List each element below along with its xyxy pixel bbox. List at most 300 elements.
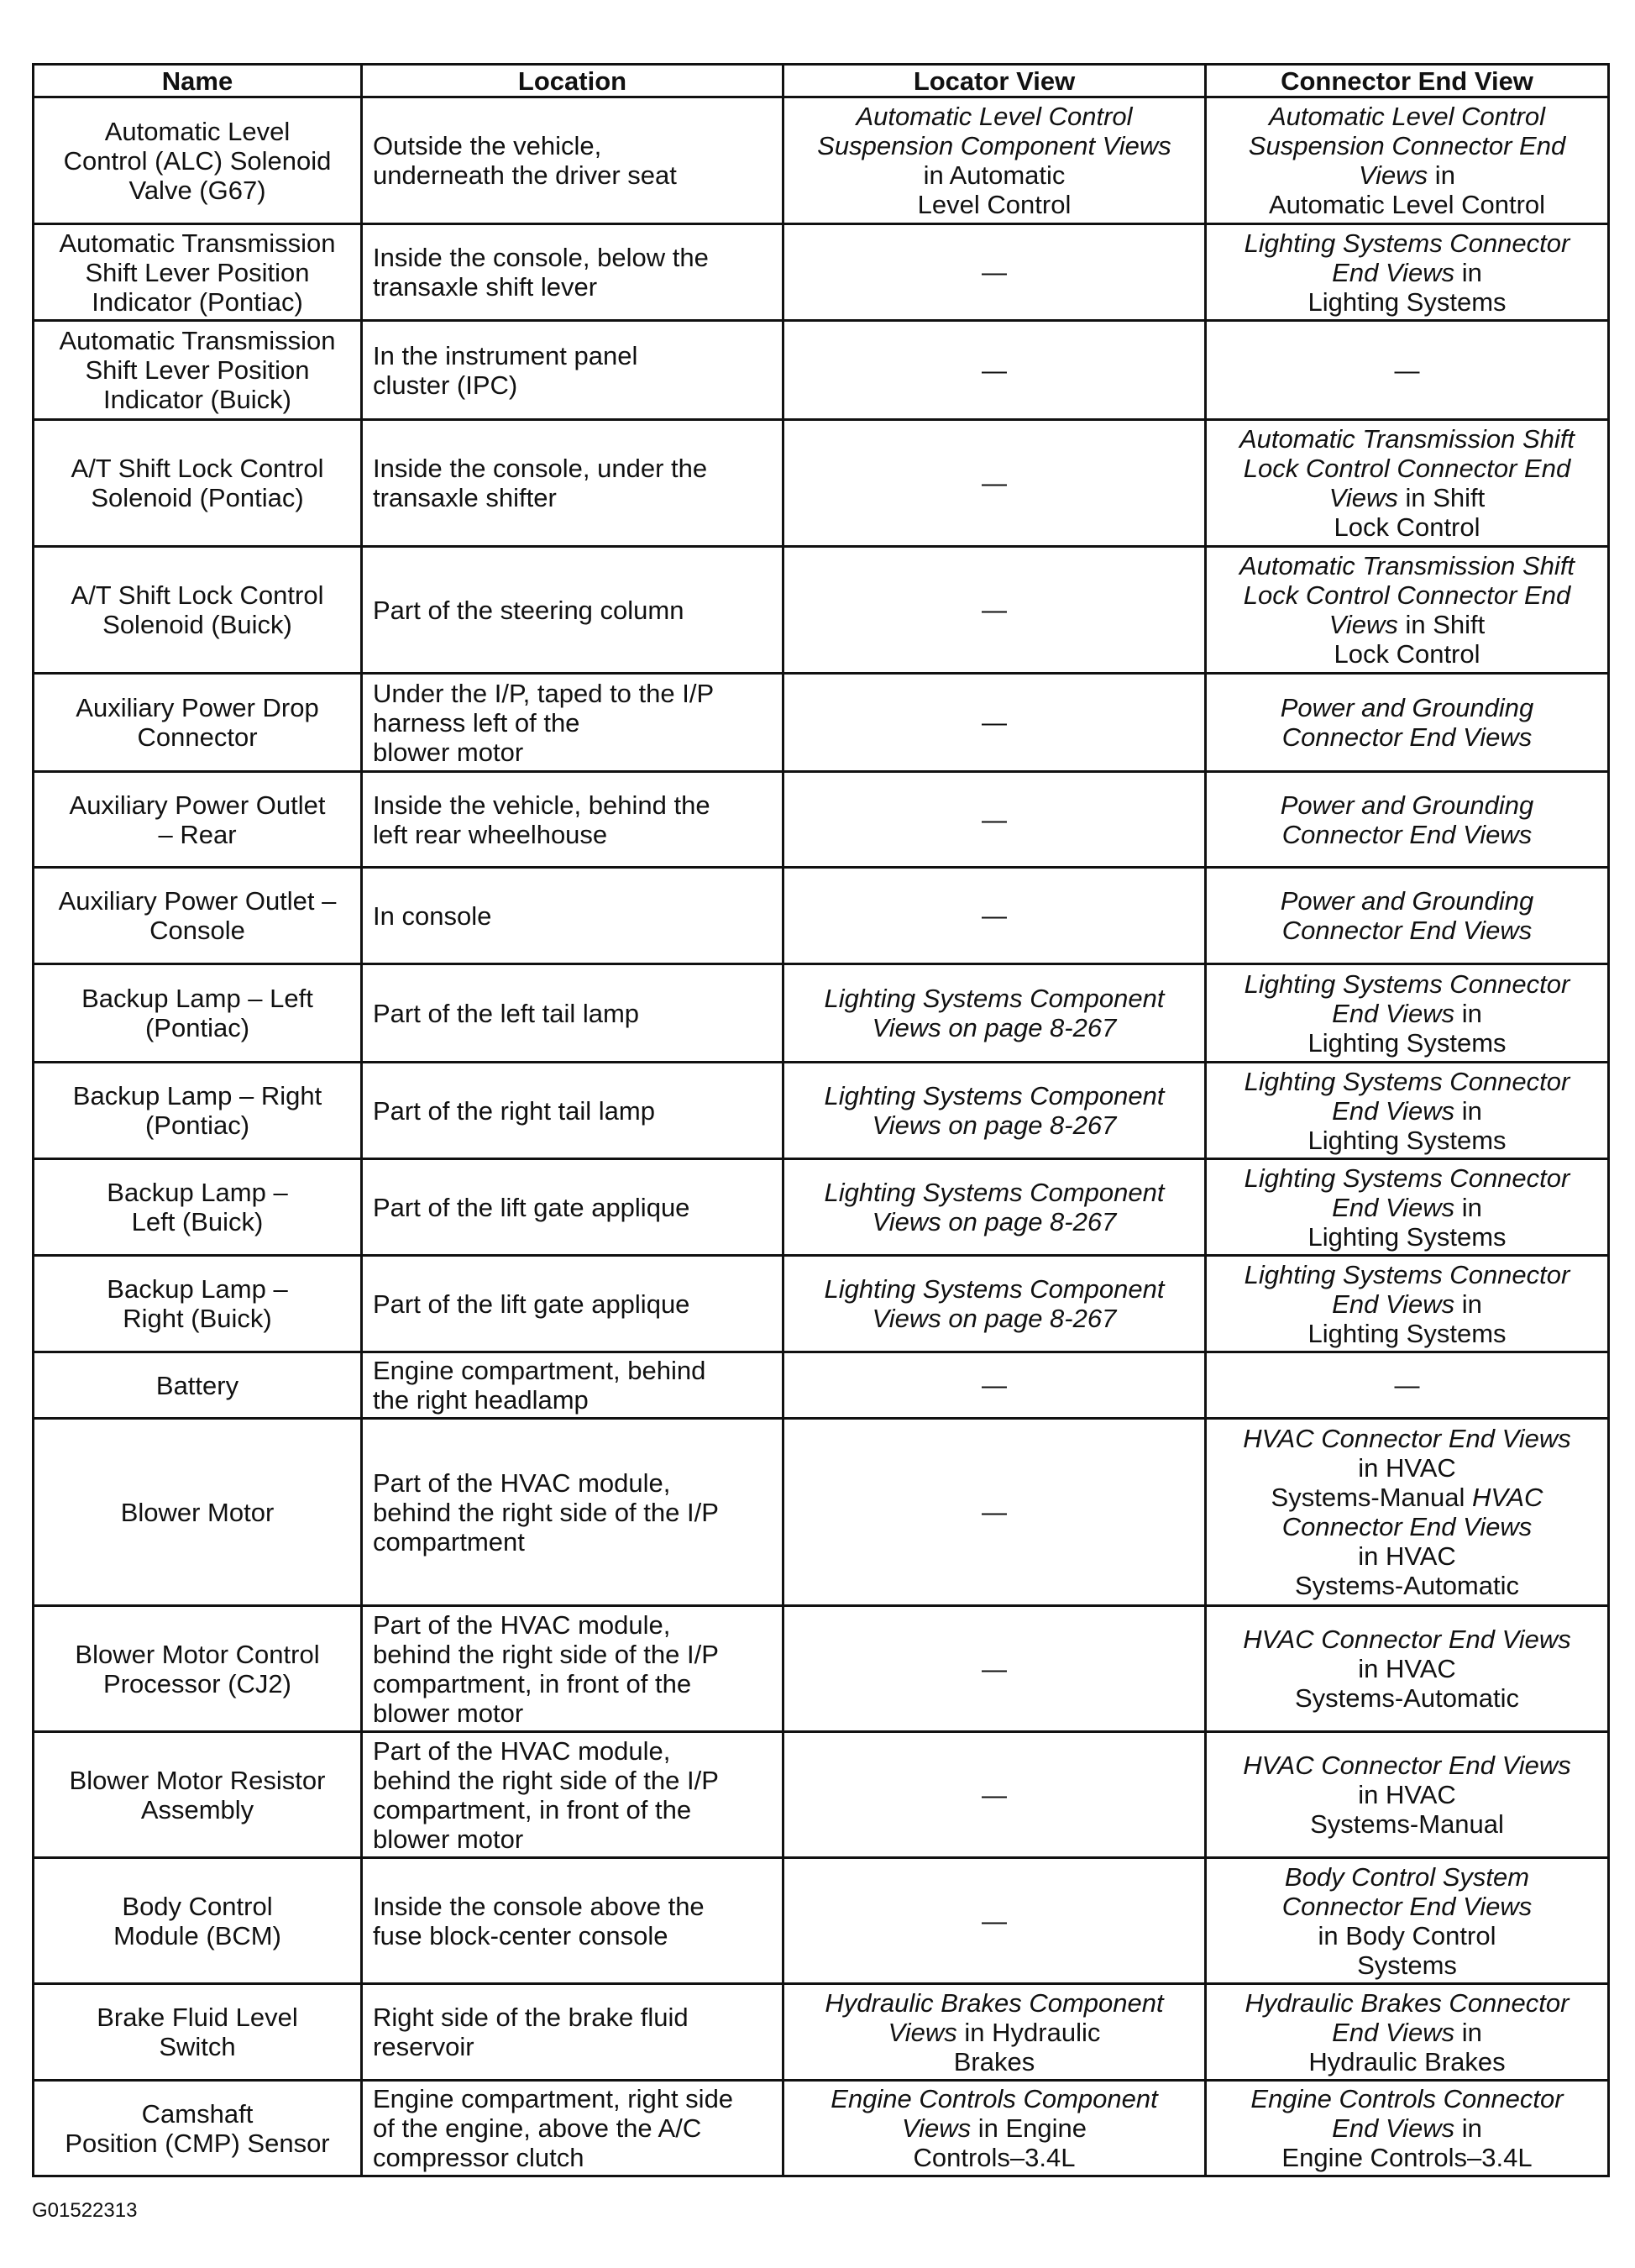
- cell-name: [34, 547, 362, 674]
- cell-location-line: transaxle shifter: [373, 483, 557, 512]
- text-segment: in Engine: [971, 2113, 1087, 2143]
- cell-name: [34, 420, 362, 547]
- cell-connector-end-view-line: [1217, 1988, 1597, 2018]
- text-segment: End Views: [1332, 1192, 1455, 1222]
- cell-location-line: underneath the driver seat: [373, 160, 677, 190]
- cell-connector-end-view-line: [1217, 580, 1597, 610]
- cell-location: [362, 1419, 783, 1606]
- cell-name-line: Assembly: [140, 1794, 254, 1824]
- cell-location: [362, 547, 783, 674]
- text-segment: Lighting Systems Connector: [1244, 1259, 1570, 1289]
- text-segment: Systems-Manual: [1271, 1483, 1473, 1512]
- text-segment: in: [1454, 1289, 1482, 1319]
- cell-location-line: reservoir: [373, 2032, 474, 2061]
- cell-locator-view-line: [794, 2018, 1194, 2047]
- text-segment: in Shift: [1397, 483, 1486, 512]
- table-row: [34, 420, 1609, 547]
- cell-location: [362, 674, 783, 772]
- cell-locator-view-line: [794, 805, 1194, 835]
- cell-locator-view-line: [794, 131, 1194, 160]
- cell-name: [34, 1419, 362, 1606]
- cell-connector-end-view: [1206, 321, 1609, 420]
- cell-name-line: Automatic Transmission: [59, 326, 336, 355]
- cell-locator-view: [783, 420, 1206, 547]
- cell-locator-view: [783, 2081, 1206, 2176]
- cell-locator-view: [783, 321, 1206, 420]
- cell-location: [362, 1732, 783, 1858]
- text-segment: Views on page 8-267: [872, 1110, 1117, 1140]
- cell-connector-end-view-line: [1217, 969, 1597, 999]
- text-segment: Engine Controls Component: [831, 2084, 1158, 2113]
- cell-connector-end-view-line: [1217, 1222, 1597, 1252]
- cell-connector-end-view-line: [1217, 131, 1597, 160]
- cell-connector-end-view-line: [1217, 1625, 1597, 1654]
- cell-connector-end-view-line: [1217, 1921, 1597, 1950]
- cell-connector-end-view-line: [1217, 1571, 1597, 1600]
- empty-dash: —: [982, 902, 1007, 930]
- cell-name: [34, 1606, 362, 1732]
- cell-location: [362, 964, 783, 1063]
- cell-name-line: Battery: [155, 1370, 239, 1400]
- cell-connector-end-view-line: [1217, 1453, 1597, 1483]
- text-segment: Engine Controls Connector: [1250, 2084, 1564, 2113]
- cell-name-line: Blower Motor Control: [75, 1639, 320, 1669]
- cell-connector-end-view-line: [1217, 424, 1597, 454]
- table-row: [34, 97, 1609, 224]
- text-segment: in HVAC: [1358, 1541, 1456, 1571]
- cell-connector-end-view-line: [1217, 160, 1597, 190]
- table-row: [34, 1606, 1609, 1732]
- cell-connector-end-view-line: [1217, 1950, 1597, 1980]
- cell-name-line: Blower Motor: [120, 1497, 275, 1527]
- cell-locator-view-line: [794, 1906, 1194, 1936]
- cell-connector-end-view: [1206, 1606, 1609, 1732]
- cell-connector-end-view-line: [1217, 1193, 1597, 1222]
- text-segment: in: [1428, 160, 1455, 190]
- cell-name-line: Processor (CJ2): [103, 1668, 291, 1698]
- text-segment: Lighting Systems Connector: [1244, 1163, 1570, 1193]
- cell-locator-view-line: [794, 2143, 1194, 2172]
- text-segment: Lock Control: [1334, 639, 1480, 669]
- empty-dash: —: [982, 1781, 1007, 1809]
- cell-location-line: Part of the HVAC module,: [373, 1609, 671, 1640]
- cell-name-line: Indicator (Buick): [103, 385, 291, 414]
- text-segment: Lighting Systems Component: [824, 1178, 1165, 1207]
- cell-location-line: blower motor: [373, 1698, 524, 1728]
- cell-locator-view-line: [794, 257, 1194, 287]
- cell-connector-end-view-line: [1217, 639, 1597, 669]
- cell-location-line: Inside the console above the: [373, 1891, 705, 1921]
- cell-location-line: Part of the HVAC module,: [373, 1467, 671, 1498]
- cell-connector-end-view-line: [1217, 551, 1597, 580]
- text-segment: Lighting Systems: [1307, 1318, 1507, 1348]
- cell-connector-end-view-line: [1217, 1028, 1597, 1058]
- cell-location: [362, 1606, 783, 1732]
- cell-location-line: left rear wheelhouse: [373, 819, 608, 849]
- cell-name-line: – Rear: [158, 819, 237, 849]
- text-segment: Automatic Transmission Shift: [1239, 551, 1575, 580]
- text-segment: Connector End Views: [1281, 1891, 1533, 1921]
- cell-location: [362, 1256, 783, 1352]
- text-segment: Automatic Transmission Shift: [1239, 424, 1575, 454]
- table-row: [34, 1858, 1609, 1984]
- cell-locator-view-line: [794, 468, 1194, 498]
- text-segment: in: [1454, 2017, 1482, 2047]
- cell-connector-end-view-line: [1217, 2113, 1597, 2143]
- cell-location-line: Inside the vehicle, behind the: [373, 790, 710, 820]
- text-segment: Connector End Views: [1281, 916, 1533, 945]
- cell-name-line: Brake Fluid Level: [97, 2003, 298, 2032]
- text-segment: Lighting Systems Component: [824, 1081, 1165, 1110]
- cell-locator-view-line: [794, 1654, 1194, 1684]
- cell-name-line: Auxiliary Power Outlet: [69, 790, 326, 820]
- text-segment: Body Control System: [1284, 1861, 1530, 1892]
- cell-connector-end-view-line: [1217, 102, 1597, 131]
- cell-connector-end-view-line: [1217, 512, 1597, 542]
- empty-dash: —: [982, 1655, 1007, 1683]
- cell-locator-view: [783, 868, 1206, 964]
- cell-connector-end-view: [1206, 547, 1609, 674]
- cell-connector-end-view-line: [1217, 2143, 1597, 2172]
- component-locator-table: [32, 63, 1610, 2177]
- empty-dash: —: [982, 709, 1007, 737]
- cell-connector-end-view-line: [1217, 1260, 1597, 1289]
- table-row: [34, 1732, 1609, 1858]
- text-segment: Hydraulic Brakes: [1308, 2046, 1506, 2076]
- cell-connector-end-view: [1206, 97, 1609, 224]
- text-segment: Power and Grounding: [1280, 790, 1534, 820]
- cell-location-line: Under the I/P, taped to the I/P: [373, 678, 715, 708]
- cell-location: [362, 420, 783, 547]
- cell-location: [362, 868, 783, 964]
- text-segment: Controls–3.4L: [913, 2143, 1076, 2172]
- cell-location-line: In console: [373, 900, 492, 931]
- text-segment: Power and Grounding: [1280, 693, 1534, 722]
- table-row: [34, 321, 1609, 420]
- text-segment: in: [1454, 1192, 1482, 1222]
- cell-locator-view-line: [794, 707, 1194, 738]
- cell-location-line: harness left of the: [373, 707, 580, 738]
- cell-locator-view: [783, 1419, 1206, 1606]
- cell-locator-view-line: [794, 355, 1194, 386]
- text-segment: Lighting Systems Component: [824, 1274, 1165, 1304]
- text-segment: End Views: [1332, 2017, 1455, 2047]
- cell-name: [34, 1732, 362, 1858]
- cell-location-line: Inside the console, below the: [373, 243, 709, 272]
- text-segment: End Views: [1332, 1289, 1455, 1319]
- text-segment: Views: [1328, 610, 1398, 639]
- cell-locator-view-line: [794, 900, 1194, 931]
- cell-name-line: Automatic Level: [104, 116, 291, 146]
- cell-connector-end-view: [1206, 964, 1609, 1063]
- cell-name-line: Control (ALC) Solenoid: [63, 145, 332, 176]
- cell-location-line: Right side of the brake fluid: [373, 2003, 689, 2032]
- text-segment: Lighting Systems Connector: [1244, 228, 1570, 258]
- text-segment: Hydraulic Brakes Component: [825, 1987, 1164, 2018]
- cell-locator-view-line: [794, 2113, 1194, 2143]
- cell-connector-end-view-line: [1217, 1751, 1597, 1780]
- cell-connector-end-view-line: [1217, 1512, 1597, 1541]
- table-row: [34, 224, 1609, 321]
- cell-name-line: Solenoid (Pontiac): [91, 483, 304, 512]
- cell-location: [362, 1858, 783, 1984]
- text-segment: Automatic Level Control: [856, 102, 1133, 131]
- cell-name-line: Blower Motor Resistor: [69, 1765, 326, 1795]
- text-segment: in: [1454, 1095, 1482, 1126]
- cell-connector-end-view: [1206, 1858, 1609, 1984]
- cell-connector-end-view-line: [1217, 790, 1597, 820]
- cell-location-line: Engine compartment, right side: [373, 2084, 734, 2113]
- text-segment: Lighting Systems Component: [824, 984, 1165, 1013]
- cell-connector-end-view-line: [1217, 693, 1597, 722]
- cell-locator-view: [783, 1606, 1206, 1732]
- text-segment: Systems-Automatic: [1294, 1571, 1519, 1600]
- text-segment: Lighting Systems: [1307, 1125, 1507, 1155]
- text-segment: Views on page 8-267: [872, 1304, 1117, 1333]
- table-row: [34, 1419, 1609, 1606]
- text-segment: Hydraulic Brakes Connector: [1245, 1987, 1569, 2018]
- text-segment: Views: [1359, 160, 1428, 190]
- text-segment: in HVAC: [1358, 1453, 1456, 1483]
- cell-connector-end-view-line: [1217, 228, 1597, 258]
- cell-name: [34, 1063, 362, 1159]
- cell-name: [34, 1984, 362, 2081]
- cell-location-line: transaxle shift lever: [373, 272, 598, 302]
- cell-locator-view: [783, 1732, 1206, 1858]
- cell-locator-view-line: [794, 595, 1194, 625]
- cell-name: [34, 224, 362, 321]
- cell-connector-end-view-line: [1217, 886, 1597, 916]
- cell-connector-end-view-line: [1217, 1654, 1597, 1683]
- table-row: [34, 772, 1609, 868]
- cell-name: [34, 2081, 362, 2176]
- cell-connector-end-view-line: [1217, 1163, 1597, 1193]
- text-segment: Views on page 8-267: [872, 1207, 1117, 1236]
- cell-locator-view-line: [794, 1780, 1194, 1810]
- text-segment: Lock Control: [1334, 512, 1480, 542]
- cell-locator-view-line: [794, 1370, 1194, 1400]
- cell-connector-end-view: [1206, 1419, 1609, 1606]
- table-body: [34, 97, 1609, 2176]
- cell-locator-view-line: [794, 2084, 1194, 2113]
- table-row: [34, 674, 1609, 772]
- cell-connector-end-view: [1206, 1256, 1609, 1352]
- cell-connector-end-view: [1206, 224, 1609, 321]
- text-segment: in Automatic: [923, 160, 1066, 190]
- cell-location: [362, 1352, 783, 1419]
- cell-connector-end-view: [1206, 1063, 1609, 1159]
- text-segment: Automatic Level Control: [1268, 190, 1546, 219]
- cell-locator-view: [783, 674, 1206, 772]
- text-segment: End Views: [1332, 257, 1455, 287]
- cell-connector-end-view: [1206, 420, 1609, 547]
- cell-locator-view-line: [794, 1178, 1194, 1207]
- text-segment: Lighting Systems: [1307, 1027, 1507, 1058]
- cell-name-line: Connector: [137, 722, 258, 752]
- cell-name: [34, 868, 362, 964]
- cell-connector-end-view-line: [1217, 1809, 1597, 1839]
- text-segment: Systems-Automatic: [1294, 1683, 1519, 1713]
- cell-locator-view: [783, 964, 1206, 1063]
- cell-locator-view-line: [794, 2047, 1194, 2076]
- cell-name-line: Position (CMP) Sensor: [65, 2128, 330, 2158]
- cell-locator-view-line: [794, 102, 1194, 131]
- text-segment: Suspension Component Views: [817, 131, 1171, 160]
- cell-name-line: Automatic Transmission: [59, 228, 336, 258]
- cell-locator-view-line: [794, 1207, 1194, 1236]
- cell-location-line: Part of the left tail lamp: [373, 998, 640, 1028]
- cell-locator-view: [783, 97, 1206, 224]
- text-segment: End Views: [1332, 2113, 1455, 2143]
- cell-location-line: Part of the right tail lamp: [373, 1095, 655, 1126]
- text-segment: Connector End Views: [1281, 1512, 1533, 1541]
- cell-connector-end-view: [1206, 1352, 1609, 1419]
- cell-location-line: Part of the lift gate applique: [373, 1289, 690, 1319]
- text-segment: Systems: [1357, 1950, 1457, 1980]
- cell-connector-end-view-line: [1217, 1683, 1597, 1713]
- text-segment: in Body Control: [1318, 1920, 1496, 1950]
- cell-name-line: Body Control: [122, 1891, 273, 1921]
- cell-connector-end-view: [1206, 868, 1609, 964]
- cell-connector-end-view-line: [1217, 1780, 1597, 1809]
- cell-location-line: behind the right side of the I/P: [373, 1765, 719, 1795]
- cell-locator-view-line: [794, 1304, 1194, 1333]
- cell-name-line: Backup Lamp – Right: [72, 1081, 322, 1110]
- cell-name-line: Valve (G67): [128, 175, 266, 205]
- text-segment: Lighting Systems Connector: [1244, 969, 1570, 999]
- text-segment: in Hydraulic: [956, 2017, 1101, 2047]
- cell-locator-view: [783, 1858, 1206, 1984]
- cell-locator-view: [783, 1256, 1206, 1352]
- cell-location: [362, 321, 783, 420]
- cell-connector-end-view-line: [1217, 1862, 1597, 1892]
- cell-locator-view-line: [794, 1081, 1194, 1110]
- header-connector-end-view: Connector End View: [1206, 65, 1609, 97]
- cell-name-line: Shift Lever Position: [85, 257, 310, 287]
- cell-name-line: Camshaft: [141, 2098, 254, 2129]
- cell-locator-view: [783, 1159, 1206, 1256]
- empty-dash: —: [982, 1372, 1007, 1399]
- cell-locator-view: [783, 1352, 1206, 1419]
- cell-locator-view: [783, 1063, 1206, 1159]
- cell-name: [34, 1159, 362, 1256]
- cell-connector-end-view-line: [1217, 1289, 1597, 1319]
- header-locator-view: Locator View: [783, 65, 1206, 97]
- cell-location-line: Part of the steering column: [373, 595, 684, 625]
- table-row: [34, 2081, 1609, 2176]
- cell-connector-end-view-line: [1217, 999, 1597, 1028]
- cell-connector-end-view-line: [1217, 1424, 1597, 1453]
- text-segment: Level Control: [917, 190, 1072, 219]
- cell-location: [362, 224, 783, 321]
- text-segment: Lock Control Connector End: [1243, 454, 1571, 483]
- header-location: Location: [362, 65, 783, 97]
- cell-connector-end-view-line: [1217, 1126, 1597, 1155]
- cell-locator-view-line: [794, 1013, 1194, 1042]
- text-segment: Lighting Systems Connector: [1244, 1066, 1570, 1096]
- cell-connector-end-view-line: [1217, 287, 1597, 317]
- cell-connector-end-view-line: [1217, 258, 1597, 287]
- cell-name-line: (Pontiac): [144, 1110, 250, 1140]
- cell-connector-end-view-line: [1217, 2047, 1597, 2076]
- text-segment: Power and Grounding: [1280, 886, 1534, 916]
- cell-connector-end-view-line: [1217, 1096, 1597, 1126]
- cell-locator-view: [783, 772, 1206, 868]
- cell-connector-end-view: [1206, 2081, 1609, 2176]
- text-segment: Brakes: [953, 2046, 1035, 2076]
- cell-name-line: Right (Buick): [123, 1304, 272, 1333]
- empty-dash: —: [982, 259, 1007, 286]
- text-segment: Views: [901, 2113, 972, 2143]
- text-segment: Lock Control Connector End: [1243, 580, 1571, 610]
- cell-connector-end-view-line: [1217, 2084, 1597, 2113]
- cell-name: [34, 674, 362, 772]
- text-segment: in: [1454, 998, 1482, 1028]
- cell-location-line: cluster (IPC): [373, 370, 518, 400]
- empty-dash: —: [1394, 1372, 1420, 1399]
- table-row: [34, 964, 1609, 1063]
- cell-connector-end-view-line: [1217, 1483, 1597, 1512]
- cell-connector-end-view-line: [1217, 1370, 1597, 1400]
- cell-name-line: A/T Shift Lock Control: [71, 454, 324, 483]
- cell-location: [362, 1063, 783, 1159]
- cell-location-line: compartment: [373, 1526, 525, 1557]
- cell-connector-end-view-line: [1217, 916, 1597, 945]
- empty-dash: —: [982, 470, 1007, 497]
- header-name: Name: [34, 65, 362, 97]
- cell-connector-end-view-line: [1217, 820, 1597, 849]
- text-segment: Views: [888, 2017, 957, 2047]
- text-segment: HVAC: [1472, 1483, 1543, 1512]
- cell-connector-end-view-line: [1217, 610, 1597, 639]
- empty-dash: —: [982, 1499, 1007, 1526]
- cell-location-line: In the instrument panel: [373, 340, 638, 370]
- cell-location-line: blower motor: [373, 1824, 524, 1854]
- cell-location-line: compressor clutch: [373, 2143, 584, 2172]
- cell-locator-view-line: [794, 190, 1194, 219]
- cell-connector-end-view: [1206, 1732, 1609, 1858]
- cell-location-line: blower motor: [373, 737, 524, 767]
- cell-connector-end-view-line: [1217, 1541, 1597, 1571]
- text-segment: in HVAC: [1358, 1780, 1456, 1809]
- cell-connector-end-view-line: [1217, 355, 1597, 386]
- cell-connector-end-view-line: [1217, 454, 1597, 483]
- text-segment: Lighting Systems: [1307, 1221, 1507, 1252]
- cell-name-line: Module (BCM): [113, 1920, 281, 1950]
- cell-locator-view: [783, 1984, 1206, 2081]
- cell-connector-end-view: [1206, 674, 1609, 772]
- text-segment: Views on page 8-267: [872, 1013, 1117, 1042]
- cell-connector-end-view: [1206, 772, 1609, 868]
- text-segment: Lighting Systems: [1307, 286, 1507, 317]
- text-segment: Suspension Connector End: [1248, 131, 1566, 160]
- table-row: [34, 868, 1609, 964]
- cell-name: [34, 321, 362, 420]
- text-segment: End Views: [1332, 1095, 1455, 1126]
- cell-name-line: Backup Lamp –: [107, 1274, 288, 1304]
- cell-connector-end-view: [1206, 1159, 1609, 1256]
- cell-connector-end-view: [1206, 1984, 1609, 2081]
- cell-name-line: Auxiliary Power Drop: [76, 693, 319, 722]
- text-segment: Connector End Views: [1281, 819, 1533, 849]
- cell-name-line: A/T Shift Lock Control: [71, 580, 324, 610]
- cell-locator-view-line: [794, 984, 1194, 1013]
- cell-name-line: Console: [149, 916, 245, 945]
- cell-name-line: Left (Buick): [131, 1207, 264, 1236]
- cell-location-line: Outside the vehicle,: [373, 131, 602, 160]
- cell-locator-view-line: [794, 1497, 1194, 1527]
- cell-connector-end-view-line: [1217, 1892, 1597, 1921]
